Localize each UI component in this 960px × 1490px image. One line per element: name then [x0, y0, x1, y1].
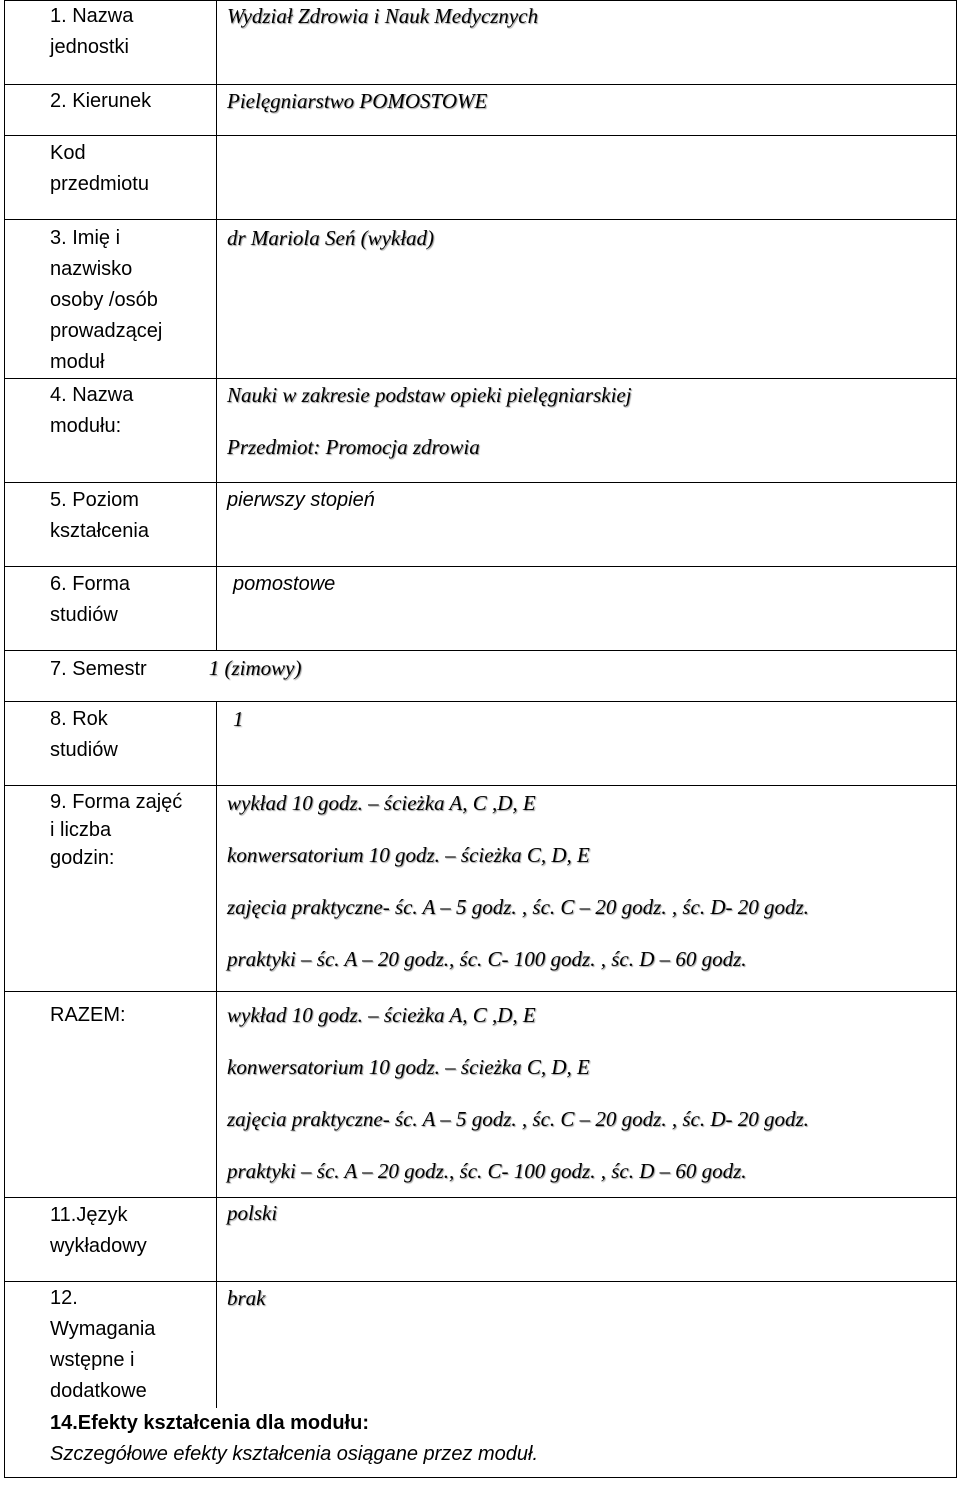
row-requirements — [5, 1282, 957, 1408]
study-form-label: 6. Forma studiów — [50, 573, 131, 626]
total-label: RAZEM: — [50, 1004, 126, 1026]
course-code-label: Kod przedmiotu — [50, 142, 149, 195]
class-form-lecture: wykład 10 godz. – ścieżka A, C ,D, E — [227, 791, 536, 815]
level-value: pierwszy stopień — [227, 489, 375, 511]
year-value: 1 — [233, 707, 244, 731]
semester-value: 1 (zimowy) — [208, 656, 302, 680]
row-level — [5, 483, 957, 567]
row-learning-outcomes — [5, 1408, 957, 1478]
row-field-of-study — [5, 85, 957, 136]
row-study-form — [5, 567, 957, 651]
row-year — [5, 702, 957, 786]
field-of-study-label: 2. Kierunek — [50, 90, 152, 112]
total-seminar: konwersatorium 10 godz. – ścieżka C, D, E — [227, 1055, 590, 1079]
level-label: 5. Poziom kształcenia — [50, 489, 149, 542]
study-form-value: pomostowe — [233, 573, 336, 595]
row-semester — [5, 651, 957, 702]
total-internship: praktyki – śc. A – 20 godz., śc. C- 100 godz. , śc. D – 60 godz. — [227, 1159, 747, 1183]
semester-label: 7. Semestr — [50, 658, 147, 680]
unit-name-value: Wydział Zdrowia i Nauk Medycznych — [227, 4, 539, 28]
language-value: polski — [227, 1201, 278, 1225]
class-forms-label: 9. Forma zajęć i liczba godzin: — [50, 791, 183, 869]
total-lecture: wykład 10 godz. – ścieżka A, C ,D, E — [227, 1003, 536, 1027]
learning-outcomes-subtitle: Szczegółowe efekty kształcenia osiągane przez moduł. — [50, 1442, 539, 1465]
lecturer-label: 3. Imię i nazwisko osoby /osób prowadzącej moduł — [50, 227, 163, 373]
row-language — [5, 1198, 957, 1282]
row-class-forms — [5, 786, 957, 992]
row-lecturer — [5, 220, 957, 379]
module-name-label: 4. Nazwa modułu: — [50, 384, 134, 437]
learning-outcomes-title: 14.Efekty kształcenia dla modułu: — [50, 1411, 369, 1434]
row-total — [5, 992, 957, 1198]
total-practical: zajęcia praktyczne- śc. A – 5 godz. , śc. C – 20 godz. , śc. D- 20 godz. — [227, 1107, 809, 1131]
module-name-value: Nauki w zakresie podstaw opieki pielęgniarskiej — [227, 383, 632, 407]
requirements-value: brak — [227, 1286, 266, 1310]
row-course-code — [5, 136, 957, 220]
requirements-label: 12. Wymagania wstępne i dodatkowe — [50, 1287, 156, 1402]
class-form-seminar: konwersatorium 10 godz. – ścieżka C, D, E — [227, 843, 590, 867]
subject-value: Przedmiot: Promocja zdrowia — [227, 435, 480, 459]
row-unit-name — [5, 1, 957, 85]
lecturer-value: dr Mariola Seń (wykład) — [227, 226, 435, 250]
year-label: 8. Rok studiów — [50, 708, 118, 761]
class-form-internship: praktyki – śc. A – 20 godz., śc. C- 100 godz. , śc. D – 60 godz. — [227, 947, 747, 971]
row-module-name — [5, 379, 957, 483]
class-form-practical: zajęcia praktyczne- śc. A – 5 godz. , śc. C – 20 godz. , śc. D- 20 godz. — [227, 895, 809, 919]
unit-name-label: 1. Nazwa jednostki — [50, 5, 134, 58]
syllabus-table — [4, 0, 957, 1478]
field-of-study-value: Pielęgniarstwo POMOSTOWE — [227, 89, 488, 113]
language-label: 11.Język wykładowy — [50, 1204, 147, 1257]
